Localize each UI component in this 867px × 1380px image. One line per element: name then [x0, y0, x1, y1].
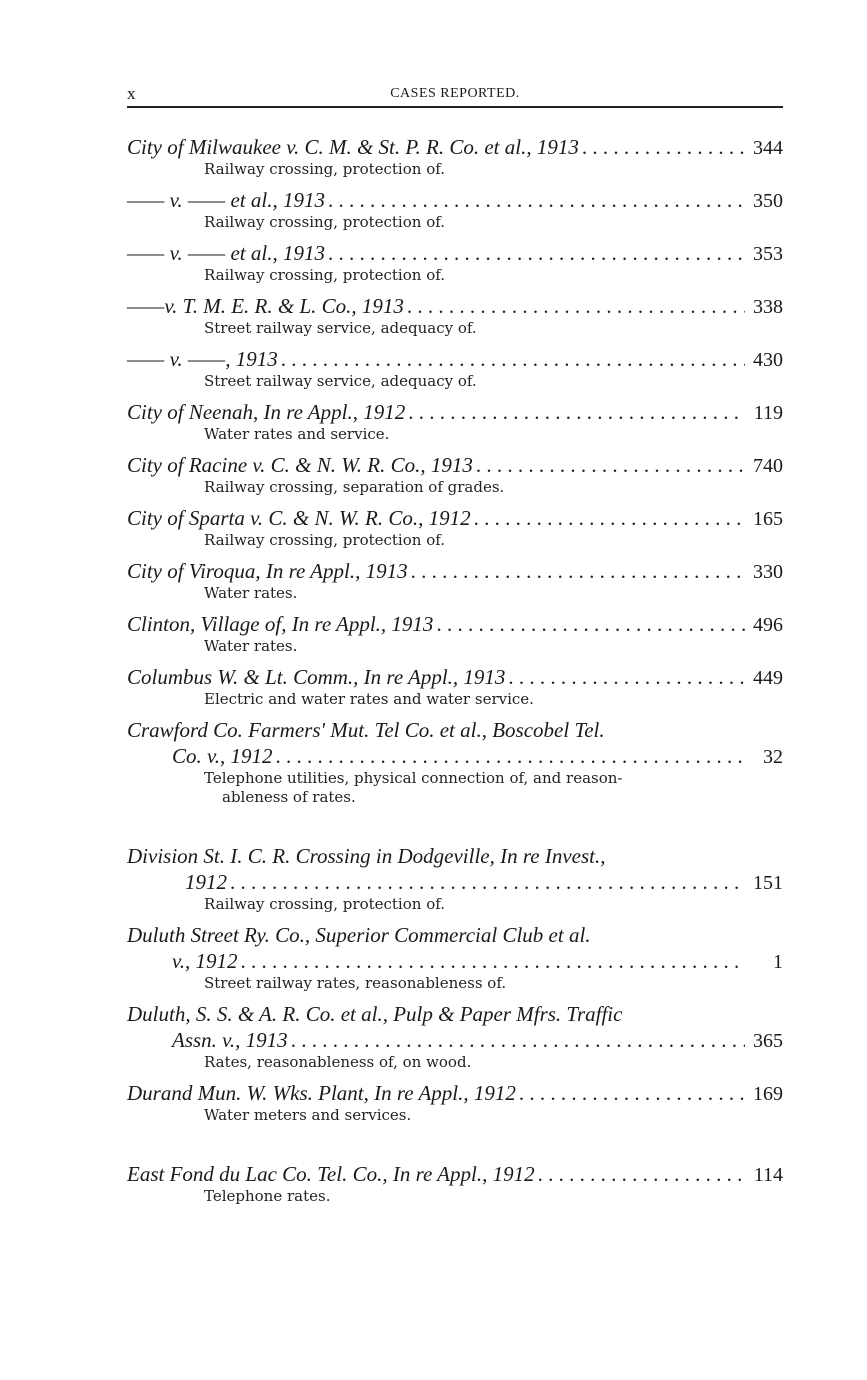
case-subject: Street railway rates, reasonableness of.	[204, 974, 507, 992]
page-ref: 350	[753, 190, 783, 212]
page-ref: 740	[753, 455, 783, 477]
case-title: Division St. I. C. R. Crossing in Dodgeville, In re Invest.,	[127, 844, 606, 868]
case-entry	[127, 717, 783, 807]
page-ref: 430	[753, 349, 783, 371]
dot-leader	[474, 505, 745, 531]
case-title: —— v. —— et al., 1913	[127, 241, 325, 265]
dot-leader	[408, 399, 745, 425]
dot-leader	[241, 948, 745, 974]
case-subject: Electric and water rates and water service.	[204, 690, 534, 708]
case-title: City of Milwaukee v. C. M. & St. P. R. Co. et al., 1913	[127, 135, 579, 159]
case-entry	[127, 1161, 783, 1206]
dot-leader	[436, 611, 745, 637]
dot-leader	[328, 240, 745, 266]
case-subject: Water meters and services.	[204, 1106, 412, 1124]
case-entry	[127, 187, 783, 232]
case-title: Crawford Co. Farmers' Mut. Tel Co. et al., Boscobel Tel.	[127, 718, 605, 742]
dot-leader	[328, 187, 745, 213]
case-subject: Railway crossing, protection of.	[204, 266, 446, 284]
dot-leader	[519, 1080, 745, 1106]
page-ref: 344	[753, 137, 783, 159]
case-title: Duluth Street Ry. Co., Superior Commercial Club et al.	[127, 923, 591, 947]
case-subject: Street railway service, adequacy of.	[204, 372, 477, 390]
page-ref: 165	[753, 508, 783, 530]
case-title: —— v. ——, 1913	[127, 347, 278, 371]
dot-leader	[508, 664, 745, 690]
page-ref: 119	[753, 402, 783, 424]
case-entry	[127, 346, 783, 391]
case-entry	[127, 399, 783, 444]
case-entry	[127, 558, 783, 603]
case-subject: Water rates.	[204, 584, 298, 602]
case-subject: Telephone rates.	[204, 1187, 331, 1205]
page-number: x	[127, 84, 136, 103]
case-title-cont: Co. v., 1912	[172, 744, 273, 768]
case-title: Durand Mun. W. Wks. Plant, In re Appl., 1912	[127, 1081, 516, 1105]
page-ref: 169	[753, 1083, 783, 1105]
page-ref: 496	[753, 614, 783, 636]
page-ref: 151	[753, 872, 783, 894]
case-subject: Railway crossing, protection of.	[204, 531, 446, 549]
case-title: City of Sparta v. C. & N. W. R. Co., 1912	[127, 506, 471, 530]
page-ref: 365	[753, 1030, 783, 1052]
dot-leader	[230, 869, 745, 895]
case-entry	[127, 293, 783, 338]
dot-leader	[407, 293, 745, 319]
case-entry	[127, 664, 783, 709]
case-subject: Water rates and service.	[204, 425, 390, 443]
case-title: Duluth, S. S. & A. R. Co. et al., Pulp & Paper Mfrs. Traffic	[127, 1002, 623, 1026]
case-entry	[127, 240, 783, 285]
page-ref: 330	[753, 561, 783, 583]
case-subject: Water rates.	[204, 637, 298, 655]
page-ref: 1	[773, 951, 783, 973]
running-title: CASES REPORTED.	[390, 86, 520, 101]
case-entry	[127, 1080, 783, 1125]
case-title: East Fond du Lac Co. Tel. Co., In re Appl., 1912	[127, 1162, 535, 1186]
case-subject: Railway crossing, separation of grades.	[204, 478, 505, 496]
dot-leader	[476, 452, 745, 478]
case-subject: Railway crossing, protection of.	[204, 160, 446, 178]
case-subject: Railway crossing, protection of.	[204, 895, 446, 913]
dot-leader	[538, 1161, 745, 1187]
case-entry	[127, 134, 783, 179]
dot-leader	[411, 558, 745, 584]
case-subject: Street railway service, adequacy of.	[204, 319, 477, 337]
case-title-cont: v., 1912	[172, 949, 238, 973]
case-title-cont: 1912	[185, 870, 227, 894]
page-ref: 338	[753, 296, 783, 318]
case-title: —— v. —— et al., 1913	[127, 188, 325, 212]
dot-leader	[582, 134, 745, 160]
page-ref: 114	[753, 1164, 783, 1186]
case-title: ——v. T. M. E. R. & L. Co., 1913	[127, 294, 404, 318]
case-entry	[127, 922, 783, 993]
case-entry	[127, 1001, 783, 1072]
case-title: City of Racine v. C. & N. W. R. Co., 1913	[127, 453, 473, 477]
case-subject-cont: ableness of rates.	[222, 788, 356, 806]
case-entry	[127, 843, 783, 914]
case-title: Columbus W. & Lt. Comm., In re Appl., 1913	[127, 665, 506, 689]
dot-leader	[291, 1027, 745, 1053]
dot-leader	[281, 346, 745, 372]
case-title: Clinton, Village of, In re Appl., 1913	[127, 612, 434, 636]
page-header	[127, 84, 783, 108]
case-subject: Railway crossing, protection of.	[204, 213, 446, 231]
case-title: City of Neenah, In re Appl., 1912	[127, 400, 406, 424]
page-ref: 32	[763, 746, 783, 768]
case-title: City of Viroqua, In re Appl., 1913	[127, 559, 408, 583]
case-entry	[127, 452, 783, 497]
page-ref: 353	[753, 243, 783, 265]
dot-leader	[276, 743, 745, 769]
case-title-cont: Assn. v., 1913	[172, 1028, 288, 1052]
case-entry	[127, 505, 783, 550]
cases-list	[127, 134, 783, 1214]
case-entry	[127, 611, 783, 656]
case-subject: Telephone utilities, physical connection of, and reason-	[204, 769, 623, 787]
page-ref: 449	[753, 667, 783, 689]
case-subject: Rates, reasonableness of, on wood.	[204, 1053, 472, 1071]
